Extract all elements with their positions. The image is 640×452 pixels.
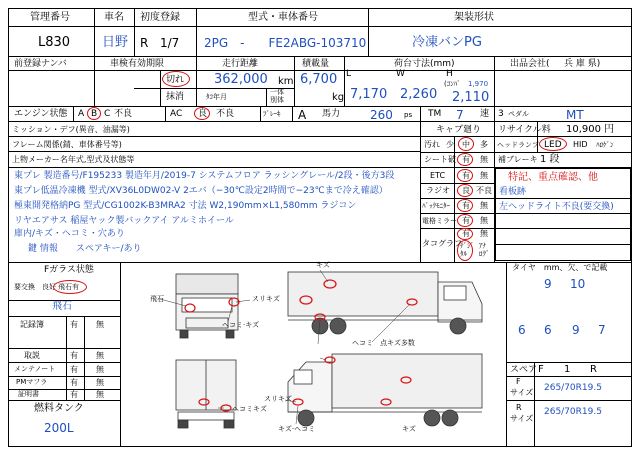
history-label-1: 取説 (24, 351, 40, 360)
inspection-label: 車検有効期限 (110, 59, 165, 69)
sheet-have: 有 (462, 155, 470, 164)
spare-F: F (538, 364, 544, 375)
truck-side-view-left (288, 272, 482, 334)
front-tire-size: 265/70R19.5 (544, 383, 602, 393)
separate-label: 別体 (270, 96, 284, 104)
recycle-label: リサイクル料 (498, 125, 551, 135)
lamp-led: LED (544, 140, 562, 150)
dim-H-sub: 1,970 (468, 80, 489, 88)
integrated-label: 一体 (270, 88, 284, 96)
tacho-digital: ﾃﾞｼﾞ (460, 242, 474, 250)
etc-circle (457, 169, 473, 182)
mgmt-label: 管理番号 (30, 12, 70, 23)
detail-line-1: 東プレ 製造番号/F195233 製造年月/2019-7 システムフロア ラッシングレール/2段・後方3段 (14, 171, 395, 181)
dim-H-note: (ｺﾝﾊﾟ (444, 80, 461, 88)
tacho-digital-circle (457, 240, 473, 261)
ac-good-circle (194, 107, 210, 120)
damage-note-5: ヘコミ (352, 339, 373, 347)
lamp-halogen: ﾊﾛｹﾞﾝ (596, 141, 614, 149)
brake-value: A (298, 108, 307, 122)
seller-pref: 兵 庫 県) (564, 59, 601, 69)
body-label: 架装形状 (454, 12, 494, 23)
load-label: 積載量 (302, 59, 330, 69)
dirt-mid: 中 (462, 140, 470, 149)
mileage-unit: km (278, 76, 294, 87)
hp-value: 260 (370, 108, 393, 122)
pedal-label: ペダル (508, 110, 529, 118)
damage-note-4: ヘコミ·キズ (222, 321, 260, 329)
load-value: 6,700 (300, 72, 338, 87)
glass-replace: 要交換 (14, 283, 35, 291)
radio-good: 良 (462, 186, 470, 195)
etc-none: 無 (480, 171, 488, 180)
engine-label: エンジン状態 (14, 109, 68, 119)
front-size-F: F (516, 377, 521, 386)
tacho-label: タコグラフ (422, 239, 462, 248)
history-have-4: 有 (70, 390, 78, 399)
back-monitor-label: ﾊﾞｯｸﾓﾆﾀｰ (422, 202, 450, 210)
brake-label: ﾌﾞﾚｰｷ (263, 110, 281, 118)
tm-value: 7 (456, 108, 464, 122)
damage-note-2: 飛石 (150, 295, 164, 303)
seller-label: 出品会社( (510, 59, 550, 69)
cargo-dims-label: 荷台寸法(mm) (394, 59, 455, 69)
history-none-3: 無 (96, 378, 104, 387)
damage-note-9: キズ·ヘコミ (278, 425, 316, 433)
glass-value: 飛石 (52, 301, 72, 312)
front-size-label: サイズ (510, 388, 534, 397)
history-label-4: 証明書 (18, 390, 39, 398)
tire-rear-4: 7 (598, 323, 606, 337)
history-none-1: 無 (96, 351, 104, 360)
tacho-have: 有 (462, 229, 470, 238)
dim-H-label: H (446, 69, 453, 79)
history-label-0: 記録簿 (20, 320, 44, 329)
dim-L-value: 7,170 (350, 87, 388, 102)
engine-bad: 不良 (114, 109, 133, 119)
history-have-1: 有 (70, 351, 78, 360)
headlamp-label: ヘッドランプ (497, 141, 539, 149)
dim-H-value: 2,110 (452, 90, 490, 105)
maker-label: 車名 (104, 12, 124, 23)
aux-brake-label: 補ブレーキ (498, 155, 538, 164)
spare-label: スペア (510, 365, 538, 375)
aux-brake-value: 1 段 (540, 154, 560, 165)
truck-side-view-right (288, 354, 482, 426)
history-none-0: 無 (96, 320, 104, 329)
fuel-value: 200L (44, 421, 74, 435)
cab-label: キャブ廻り (436, 125, 482, 135)
lamp-led-circle (539, 137, 567, 151)
engine-grade-b: B (91, 109, 98, 119)
dim-L-label: L (346, 69, 352, 79)
maker: 日野 (102, 35, 129, 50)
tire-title: タイヤ mm、欠、で記載 (512, 263, 608, 272)
radio-bad: 不良 (476, 186, 492, 195)
detail-line-5: 庫内/キズ・ヘコミ・穴あり (14, 229, 125, 239)
back-monitor-have: 有 (462, 201, 470, 210)
damage-note-10: キズ (402, 425, 416, 433)
mission-label: ミッション・デフ(異音、油漏等) (12, 125, 130, 134)
tacho-digital-sub: ﾀﾙ (460, 250, 467, 258)
model-number: 2PG - FE2ABG-103710 (204, 36, 367, 50)
mirror-circle (457, 214, 473, 227)
tire-rear-3: 9 (572, 323, 580, 337)
mileage-value: 362,000 (214, 72, 268, 87)
model-label: 型式・車体番号 (248, 12, 318, 23)
history-none-2: 無 (96, 365, 104, 374)
ac-good: 良 (198, 109, 208, 119)
tire-rear-1: 6 (518, 323, 526, 337)
spare-count: 1 (564, 364, 571, 375)
detail-line-4: リヤエアサス 稲屋ヤック製バックアイ アルミホイール (14, 216, 234, 226)
tacho-analog-sub: ﾛｸﾞ (479, 250, 490, 258)
damage-note-7: ヘコミキズ (232, 405, 267, 413)
sheet-circle (457, 153, 473, 166)
glass-chip: 飛石有 (58, 283, 79, 291)
engine-grade-c: C (104, 109, 111, 119)
tacho-date-label: ﾀｺ年月 (206, 93, 227, 101)
rear-size-R: R (516, 403, 522, 412)
tacho-analog: ｱﾅ (479, 242, 486, 250)
damage-note-1: キズ (316, 261, 330, 269)
load-unit: kg (332, 92, 345, 103)
recycle-value: 10,900 円 (566, 124, 615, 135)
engine-grade-circle (87, 107, 101, 120)
glass-chip-circle (53, 280, 87, 294)
sheet-label: シート破 (424, 155, 456, 164)
detail-line-2: 東プレ低温冷凍機 型式/XV36L0DW02-V 2エバ（−30℃設定2時間で−23℃まで冷え確認） (14, 186, 388, 196)
dim-W-value: 2,260 (400, 87, 438, 102)
back-monitor-circle (457, 199, 473, 212)
mirror-have: 有 (462, 216, 470, 225)
dirt-label: 汚れ (424, 140, 440, 149)
glass-title: Fガラス状態 (44, 265, 94, 275)
body-maker-label: 上物メーカー名年式,型式及状態等 (12, 155, 135, 164)
mileage-label: 走行距離 (222, 59, 259, 69)
detail-line-6: 鍵 情報 スペアキー/あり (28, 244, 142, 254)
fuel-label: 燃料タンク (34, 403, 84, 414)
first-reg-label: 初度登録 (140, 12, 180, 23)
mirror-label: 電格ミラー (422, 217, 457, 225)
dim-W-label: W (396, 69, 405, 79)
ac-bad: 不良 (216, 109, 235, 119)
tire-front-left: 9 (544, 277, 552, 291)
radio-label: ラジオ (426, 186, 450, 195)
lamp-hid: HID (573, 140, 588, 149)
transmission-type: MT (566, 108, 584, 122)
truck-rear-view (176, 360, 236, 428)
back-monitor-none: 無 (480, 201, 488, 210)
dirt-low: 少 (446, 140, 454, 149)
history-label-2: メンテノート (14, 365, 56, 373)
sheet-none: 無 (480, 155, 488, 164)
hp-label: 馬力 (322, 109, 341, 119)
special-item-1: 看板跡 (499, 187, 527, 197)
tire-front-right: 10 (570, 277, 586, 291)
pedal-num: 3 (498, 109, 504, 119)
special-item-2: 左ヘッドライト不良(要交換) (499, 202, 614, 212)
mirror-none: 無 (480, 216, 488, 225)
history-have-0: 有 (70, 320, 78, 329)
vehicle-diagram (120, 262, 506, 447)
damage-note-8: スリキズ (264, 395, 292, 403)
ac-label: AC (170, 109, 183, 119)
dirt-high: 多 (480, 140, 488, 149)
speed-label: 速 (480, 109, 490, 119)
damage-note-6: 点キズ多数 (380, 339, 415, 347)
body-type: 冷凍バンPG (412, 35, 482, 50)
deregistered-label: 抹消 (166, 92, 185, 102)
etc-label: ETC (430, 171, 446, 180)
expired-label: 切れ (166, 75, 185, 85)
glass-good: 良好 (42, 283, 56, 291)
damage-note-3: スリキズ (252, 295, 280, 303)
dirt-circle (458, 137, 474, 151)
tacho-have-circle (457, 228, 473, 240)
rear-size-label: サイズ (510, 414, 534, 423)
history-have-3: 有 (70, 378, 78, 387)
engine-grade-a: A (78, 109, 85, 119)
tire-rear-2: 6 (544, 323, 552, 337)
mgmt-no: L830 (38, 35, 71, 50)
era: R (140, 36, 149, 50)
first-reg: 1/7 (160, 36, 180, 50)
expired-circle (162, 71, 190, 87)
history-label-3: PMマフラ (16, 378, 48, 386)
frame-label: フレーム関係(錆、車体番号等) (12, 140, 122, 149)
rear-tire-size: 265/70R19.5 (544, 407, 602, 417)
tacho-none: 無 (480, 229, 488, 238)
prev-plate-label: 前登録ナンバ (14, 59, 67, 69)
detail-line-3: 極東開発格納PG 型式/CG1002K-B3MRA2 寸法 W2,190mm×L1,580mm ラジコン (14, 201, 357, 211)
special-title: 特記、重点確認、他 (508, 172, 598, 183)
tm-label: TM (428, 109, 442, 119)
history-none-4: 無 (96, 390, 104, 399)
hp-unit: ps (404, 111, 413, 119)
history-have-2: 有 (70, 365, 78, 374)
etc-have: 有 (462, 171, 470, 180)
radio-circle (457, 184, 473, 197)
spare-R: R (590, 364, 597, 375)
